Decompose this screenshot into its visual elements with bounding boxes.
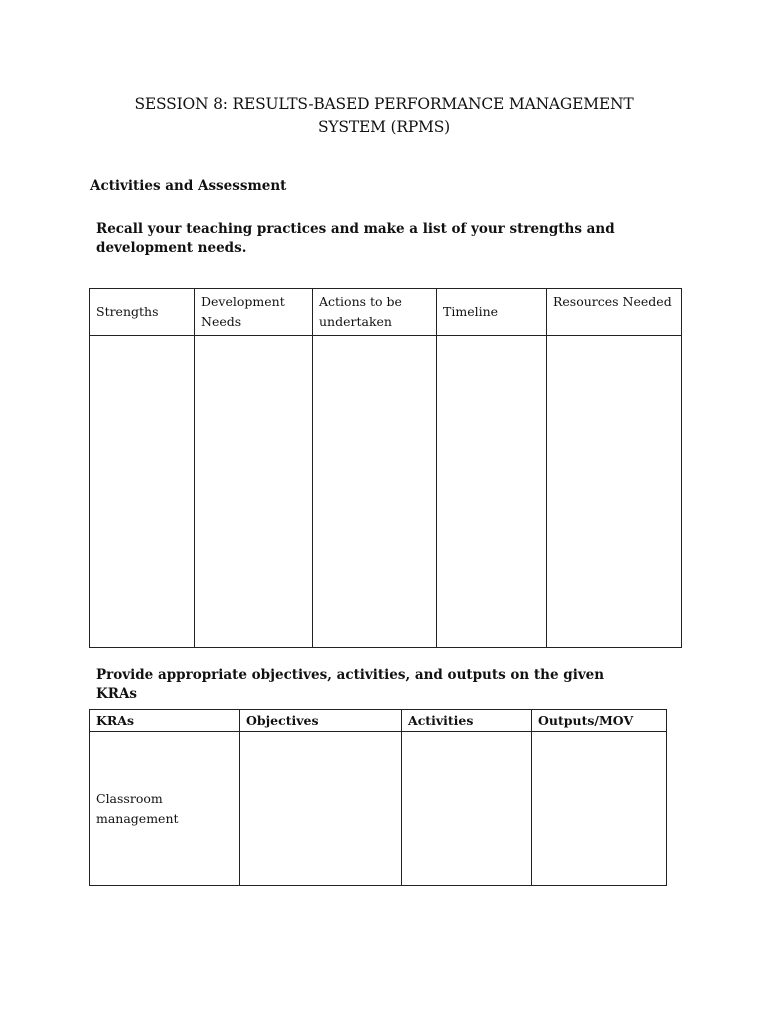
instruction-strengths: Recall your teaching practices and make a list of your strengths and development needs.	[96, 221, 615, 256]
column-header-objectives: Objectives	[240, 710, 402, 732]
actions-cell[interactable]	[313, 336, 437, 648]
resources-cell[interactable]	[547, 336, 682, 648]
title-line-1: SESSION 8: RESULTS-BASED PERFORMANCE MANAGEMENT	[134, 95, 634, 113]
development-needs-cell[interactable]	[195, 336, 313, 648]
outputs-cell[interactable]	[532, 732, 667, 886]
table-header-row	[90, 710, 667, 732]
kra-table	[89, 709, 667, 886]
column-header-kras: KRAs	[90, 710, 240, 732]
activities-cell[interactable]	[402, 732, 532, 886]
document-title	[0, 93, 768, 139]
table-row	[90, 732, 667, 886]
column-header-development-needs: Development Needs	[195, 289, 313, 336]
objectives-cell[interactable]	[240, 732, 402, 886]
timeline-cell[interactable]	[437, 336, 547, 648]
column-header-strengths: Strengths	[90, 289, 195, 336]
column-header-resources: Resources Needed	[547, 289, 682, 336]
table-row	[90, 336, 682, 648]
strengths-cell[interactable]	[90, 336, 195, 648]
strengths-needs-table	[89, 288, 682, 648]
section-heading: Activities and Assessment	[90, 178, 287, 194]
column-header-actions: Actions to be undertaken	[313, 289, 437, 336]
kra-cell: Classroom management	[90, 732, 240, 886]
instruction-kras: Provide appropriate objectives, activities, and outputs on the given KRAs	[96, 667, 605, 702]
column-header-activities: Activities	[402, 710, 532, 732]
column-header-outputs: Outputs/MOV	[532, 710, 667, 732]
table-header-row	[90, 289, 682, 336]
column-header-timeline: Timeline	[437, 289, 547, 336]
title-line-2: SYSTEM (RPMS)	[317, 118, 450, 136]
